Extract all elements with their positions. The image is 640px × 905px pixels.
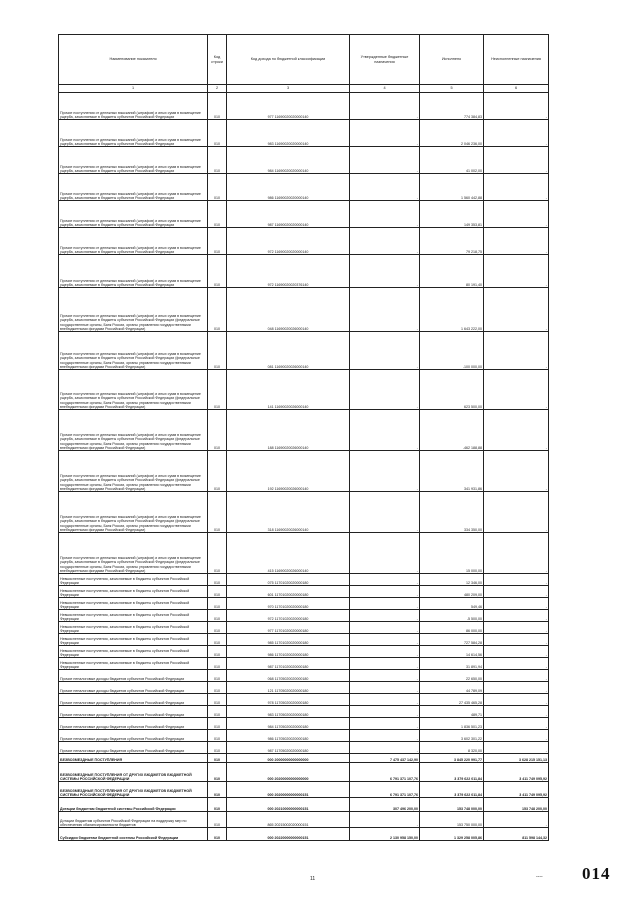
table-row xyxy=(59,93,549,120)
unexecuted-amount-cell: - xyxy=(484,332,549,370)
approved-amount-cell: 2 130 958 150,00 xyxy=(350,828,420,841)
table-row xyxy=(59,634,549,646)
row-code-cell: 010 xyxy=(208,763,227,782)
executed-amount-cell: 12 346,00 xyxy=(420,574,484,586)
budget-report-table xyxy=(58,34,549,841)
table-row xyxy=(59,533,549,574)
indicator-name-cell: Прочие поступления от денежных взысканий (штрафов) и иных сумм в возмещение ущерба, зачисляемые в бюджеты субъектов Российской Федерации (федеральные государственные органы, Банк России, органы управления государственными внебюджетными фондами Российской Федерации) xyxy=(59,332,208,370)
income-code-cell: 068 11705020020000180 xyxy=(227,670,350,682)
executed-amount-cell: 86 000,00 xyxy=(420,622,484,634)
approved-amount-cell: - xyxy=(350,288,420,332)
row-code-cell: 010 xyxy=(208,828,227,841)
unexecuted-amount-cell: 153 748 200,00 xyxy=(484,798,549,812)
page-number: 11 xyxy=(310,876,316,882)
unexecuted-amount-cell: - xyxy=(484,574,549,586)
approved-amount-cell: - xyxy=(350,730,420,742)
table-row xyxy=(59,742,549,754)
row-code-cell: 010 xyxy=(208,451,227,492)
executed-amount-cell: 153 750 000,00 xyxy=(420,812,484,828)
income-code-cell: 141 11690020026000140 xyxy=(227,370,350,410)
indicator-name-cell: Прочие поступления от денежных взысканий (штрафов) и иных сумм в возмещение ущерба, зачисляемые в бюджеты субъектов Российской Федерации xyxy=(59,201,208,228)
unexecuted-amount-cell: - xyxy=(484,174,549,201)
indicator-name-cell: Субсидии бюджетам бюджетной системы Российской Федерации xyxy=(59,828,208,841)
indicator-name-cell: Дотации бюджетам субъектов Российской Федерации на поддержку мер по обеспечению сбалансированности бюджетов xyxy=(59,812,208,828)
executed-amount-cell: 80 191,40 xyxy=(420,255,484,288)
approved-amount-cell: - xyxy=(350,120,420,147)
column-number: 4 xyxy=(350,85,420,93)
executed-amount-cell: 31 891,94 xyxy=(420,658,484,670)
indicator-name-cell: Прочие неналоговые доходы бюджетов субъектов Российской Федерации xyxy=(59,742,208,754)
approved-amount-cell: 6 791 371 107,76 xyxy=(350,782,420,798)
indicator-name-cell: Прочие поступления от денежных взысканий (штрафов) и иных сумм в возмещение ущерба, зачисляемые в бюджеты субъектов Российской Федерации xyxy=(59,255,208,288)
executed-amount-cell: 3 602 301,22 xyxy=(420,730,484,742)
row-code-cell: 010 xyxy=(208,812,227,828)
income-code-cell: 977 11690020020000140 xyxy=(227,93,350,120)
table-row xyxy=(59,174,549,201)
indicator-name-cell: Дотации бюджетам бюджетной системы Российской Федерации xyxy=(59,798,208,812)
income-code-cell: 188 11690020026000140 xyxy=(227,410,350,451)
income-code-cell: 977 11701020020000180 xyxy=(227,622,350,634)
table-row xyxy=(59,288,549,332)
income-code-cell: 000 20200000000000151 xyxy=(227,782,350,798)
table-row xyxy=(59,410,549,451)
table-row xyxy=(59,574,549,586)
unexecuted-amount-cell: - xyxy=(484,201,549,228)
executed-amount-cell: 27 435 465,28 xyxy=(420,694,484,706)
indicator-name-cell: Невыясненные поступления, зачисляемые в бюджеты субъектов Российской Федерации xyxy=(59,610,208,622)
approved-amount-cell: 307 496 200,00 xyxy=(350,798,420,812)
indicator-name-cell: Прочие поступления от денежных взысканий (штрафов) и иных сумм в возмещение ущерба, зачисляемые в бюджеты субъектов Российской Федерации (федеральные государственные органы, Банк России, органы управления государственными внебюджетными фондами Российской Федерации) xyxy=(59,451,208,492)
unexecuted-amount-cell: - xyxy=(484,682,549,694)
unexecuted-amount-cell: - xyxy=(484,646,549,658)
income-code-cell: 601 11701020020000180 xyxy=(227,586,350,598)
unexecuted-amount-cell: - xyxy=(484,706,549,718)
unexecuted-amount-cell: - xyxy=(484,730,549,742)
executed-amount-cell: 79 218,75 xyxy=(420,228,484,255)
executed-amount-cell: 3 845 220 991,77 xyxy=(420,754,484,763)
approved-amount-cell: - xyxy=(350,598,420,610)
table-row xyxy=(59,622,549,634)
income-code-cell: 081 11690020026000140 xyxy=(227,332,350,370)
row-code-cell: 010 xyxy=(208,174,227,201)
executed-amount-cell: 41 002,00 xyxy=(420,147,484,174)
approved-amount-cell: - xyxy=(350,533,420,574)
income-code-cell: 983 11705020020000180 xyxy=(227,706,350,718)
row-code-cell: 010 xyxy=(208,574,227,586)
approved-amount-cell: - xyxy=(350,610,420,622)
income-code-cell: 987 11701020020000180 xyxy=(227,658,350,670)
table-row xyxy=(59,763,549,782)
indicator-name-cell: Прочие поступления от денежных взысканий (штрафов) и иных сумм в возмещение ущерба, зачисляемые в бюджеты субъектов Российской Федерации (федеральные государственные органы, Банк России, органы управления государственными внебюджетными фондами Российской Федерации) xyxy=(59,410,208,451)
table-row xyxy=(59,451,549,492)
executed-amount-cell: 1 329 258 005,86 xyxy=(420,828,484,841)
header-unexecuted: Неисполненные назначения xyxy=(484,35,549,85)
indicator-name-cell: Прочие поступления от денежных взысканий (штрафов) и иных сумм в возмещение ущерба, зачисляемые в бюджеты субъектов Российской Федерации xyxy=(59,147,208,174)
indicator-name-cell: Невыясненные поступления, зачисляемые в бюджеты субъектов Российской Федерации xyxy=(59,598,208,610)
footer-dash: ---- xyxy=(536,874,543,880)
income-code-cell: 000 20210000000000151 xyxy=(227,798,350,812)
indicator-name-cell: Прочие неналоговые доходы бюджетов субъектов Российской Федерации xyxy=(59,694,208,706)
row-code-cell: 010 xyxy=(208,228,227,255)
table-row xyxy=(59,730,549,742)
row-code-cell: 010 xyxy=(208,201,227,228)
row-code-cell: 010 xyxy=(208,255,227,288)
table-row xyxy=(59,812,549,828)
executed-amount-cell: 727 584,28 xyxy=(420,634,484,646)
income-code-cell: 075 11701020020000180 xyxy=(227,574,350,586)
executed-amount-cell: 153 748 000,00 xyxy=(420,798,484,812)
table-row xyxy=(59,682,549,694)
approved-amount-cell: - xyxy=(350,201,420,228)
approved-amount-cell: - xyxy=(350,586,420,598)
unexecuted-amount-cell: - xyxy=(484,622,549,634)
row-code-cell: 010 xyxy=(208,694,227,706)
indicator-name-cell: Прочие поступления от денежных взысканий (штрафов) и иных сумм в возмещение ущерба, зачисляемые в бюджеты субъектов Российской Федерации (федеральные государственные органы, Банк России, органы управления государственными внебюджетными фондами Российской Федерации) xyxy=(59,533,208,574)
row-code-cell: 010 xyxy=(208,288,227,332)
approved-amount-cell: - xyxy=(350,574,420,586)
table-row xyxy=(59,492,549,533)
indicator-name-cell: Прочие поступления от денежных взысканий (штрафов) и иных сумм в возмещение ущерба, зачисляемые в бюджеты субъектов Российской Федерации xyxy=(59,174,208,201)
table-row xyxy=(59,120,549,147)
indicator-name-cell: Невыясненные поступления, зачисляемые в бюджеты субъектов Российской Федерации xyxy=(59,646,208,658)
row-code-cell: 010 xyxy=(208,610,227,622)
indicator-name-cell: БЕЗВОЗМЕЗДНЫЕ ПОСТУПЛЕНИЯ xyxy=(59,754,208,763)
approved-amount-cell: - xyxy=(350,410,420,451)
executed-amount-cell: 489,71 xyxy=(420,706,484,718)
unexecuted-amount-cell: - xyxy=(484,533,549,574)
unexecuted-amount-cell: - xyxy=(484,610,549,622)
executed-amount-cell: 3 379 622 011,84 xyxy=(420,782,484,798)
header-income-code: Код дохода по бюджетной классификации xyxy=(227,35,350,85)
executed-amount-cell: 334 350,00 xyxy=(420,492,484,533)
income-code-cell: 978 11705020020000180 xyxy=(227,694,350,706)
income-code-cell: 986 11701020020000180 xyxy=(227,646,350,658)
sheet-stamp-number: 014 xyxy=(582,864,611,883)
row-code-cell: 010 xyxy=(208,598,227,610)
unexecuted-amount-cell: 3 628 215 151,13 xyxy=(484,754,549,763)
approved-amount-cell: 7 475 437 142,90 xyxy=(350,754,420,763)
approved-amount-cell: - xyxy=(350,682,420,694)
executed-amount-cell: 22 650,00 xyxy=(420,670,484,682)
row-code-cell: 010 xyxy=(208,670,227,682)
approved-amount-cell: - xyxy=(350,670,420,682)
approved-amount-cell: - xyxy=(350,634,420,646)
indicator-name-cell: Невыясненные поступления, зачисляемые в бюджеты субъектов Российской Федерации xyxy=(59,574,208,586)
header-indicator-name: Наименование показателя xyxy=(59,35,208,85)
unexecuted-amount-cell: - xyxy=(484,120,549,147)
table-row xyxy=(59,646,549,658)
table-row xyxy=(59,610,549,622)
unexecuted-amount-cell: - xyxy=(484,718,549,730)
executed-amount-cell: 1 836 501,23 xyxy=(420,718,484,730)
executed-amount-cell: 623 500,00 xyxy=(420,370,484,410)
row-code-cell: 010 xyxy=(208,798,227,812)
row-code-cell: 010 xyxy=(208,586,227,598)
income-code-cell: 000 20200000000000000 xyxy=(227,763,350,782)
approved-amount-cell: - xyxy=(350,706,420,718)
unexecuted-amount-cell: - xyxy=(484,658,549,670)
indicator-name-cell: Прочие неналоговые доходы бюджетов субъектов Российской Федерации xyxy=(59,718,208,730)
income-code-cell: 318 11690020026000140 xyxy=(227,492,350,533)
executed-amount-cell: 1 643 222,00 xyxy=(420,288,484,332)
executed-amount-cell: 8 320,00 xyxy=(420,742,484,754)
executed-amount-cell: 480 209,00 xyxy=(420,586,484,598)
income-code-cell: 986 11705020020000180 xyxy=(227,730,350,742)
table-row xyxy=(59,586,549,598)
approved-amount-cell: - xyxy=(350,718,420,730)
income-code-cell: 987 11690020020000140 xyxy=(227,201,350,228)
executed-amount-cell: 774 384,83 xyxy=(420,93,484,120)
table-row xyxy=(59,828,549,841)
row-code-cell: 010 xyxy=(208,634,227,646)
row-code-cell: 010 xyxy=(208,533,227,574)
indicator-name-cell: Прочие поступления от денежных взысканий (штрафов) и иных сумм в возмещение ущерба, зачисляемые в бюджеты субъектов Российской Федерации (федеральные государственные органы, Банк России, органы управления государственными внебюджетными фондами Российской Федерации) xyxy=(59,288,208,332)
indicator-name-cell: Прочие неналоговые доходы бюджетов субъектов Российской Федерации xyxy=(59,730,208,742)
approved-amount-cell: - xyxy=(350,93,420,120)
table-row xyxy=(59,598,549,610)
row-code-cell: 010 xyxy=(208,782,227,798)
row-code-cell: 010 xyxy=(208,718,227,730)
approved-amount-cell: - xyxy=(350,658,420,670)
row-code-cell: 010 xyxy=(208,93,227,120)
row-code-cell: 010 xyxy=(208,730,227,742)
header-approved: Утвержденные бюджетные назначения xyxy=(350,35,420,85)
income-code-cell: 984 11705020020000180 xyxy=(227,718,350,730)
executed-amount-cell: 1 560 442,88 xyxy=(420,174,484,201)
row-code-cell: 010 xyxy=(208,754,227,763)
income-code-cell: 000 20220000000000151 xyxy=(227,828,350,841)
unexecuted-amount-cell: - xyxy=(484,670,549,682)
executed-amount-cell: -5 500,00 xyxy=(420,610,484,622)
table-row xyxy=(59,370,549,410)
unexecuted-amount-cell: - xyxy=(484,492,549,533)
approved-amount-cell: - xyxy=(350,370,420,410)
executed-amount-cell: -462 188,88 xyxy=(420,410,484,451)
income-code-cell: 972 11690020020000140 xyxy=(227,228,350,255)
column-number: 3 xyxy=(227,85,350,93)
approved-amount-cell: 6 791 371 107,76 xyxy=(350,763,420,782)
unexecuted-amount-cell: - xyxy=(484,228,549,255)
indicator-name-cell: Прочие неналоговые доходы бюджетов субъектов Российской Федерации xyxy=(59,706,208,718)
approved-amount-cell: - xyxy=(350,174,420,201)
approved-amount-cell: - xyxy=(350,451,420,492)
executed-amount-cell: 3 379 622 011,84 xyxy=(420,763,484,782)
indicator-name-cell: Невыясненные поступления, зачисляемые в бюджеты субъектов Российской Федерации xyxy=(59,634,208,646)
approved-amount-cell: - xyxy=(350,812,420,828)
executed-amount-cell: -100 000,00 xyxy=(420,332,484,370)
table-row xyxy=(59,798,549,812)
indicator-name-cell: Прочие поступления от денежных взысканий (штрафов) и иных сумм в возмещение ущерба, зачисляемые в бюджеты субъектов Российской Федерации xyxy=(59,93,208,120)
approved-amount-cell: - xyxy=(350,147,420,174)
column-number-row xyxy=(59,85,549,93)
row-code-cell: 010 xyxy=(208,682,227,694)
approved-amount-cell: - xyxy=(350,492,420,533)
approved-amount-cell: - xyxy=(350,332,420,370)
indicator-name-cell: Прочие неналоговые доходы бюджетов субъектов Российской Федерации xyxy=(59,682,208,694)
indicator-name-cell: Прочие поступления от денежных взысканий (штрафов) и иных сумм в возмещение ущерба, зачисляемые в бюджеты субъектов Российской Федерации xyxy=(59,120,208,147)
column-number: 1 xyxy=(59,85,208,93)
executed-amount-cell: 14 614,56 xyxy=(420,646,484,658)
income-code-cell: 972 11690020020376140 xyxy=(227,255,350,288)
unexecuted-amount-cell: - xyxy=(484,370,549,410)
income-code-cell: 865 20215002020000151 xyxy=(227,812,350,828)
unexecuted-amount-cell: 811 598 144,32 xyxy=(484,828,549,841)
income-code-cell: 984 11690020020000140 xyxy=(227,147,350,174)
column-number: 6 xyxy=(484,85,549,93)
unexecuted-amount-cell: 3 411 749 095,92 xyxy=(484,763,549,782)
header-row-code: Код строки xyxy=(208,35,227,85)
unexecuted-amount-cell: - xyxy=(484,694,549,706)
income-code-cell: 972 11701020020000180 xyxy=(227,610,350,622)
income-code-cell: 415 11690020026000140 xyxy=(227,533,350,574)
table-row xyxy=(59,718,549,730)
indicator-name-cell: БЕЗВОЗМЕЗДНЫЕ ПОСТУПЛЕНИЯ ОТ ДРУГИХ БЮДЖЕТОВ БЮДЖЕТНОЙ СИСТЕМЫ РОССИЙСКОЙ ФЕДЕРАЦИИ xyxy=(59,782,208,798)
unexecuted-amount-cell: - xyxy=(484,598,549,610)
income-code-cell: 000 20000000000000000 xyxy=(227,754,350,763)
row-code-cell: 010 xyxy=(208,742,227,754)
row-code-cell: 010 xyxy=(208,492,227,533)
indicator-name-cell: Прочие неналоговые доходы бюджетов субъектов Российской Федерации xyxy=(59,670,208,682)
unexecuted-amount-cell: - xyxy=(484,742,549,754)
indicator-name-cell: Невыясненные поступления, зачисляемые в бюджеты субъектов Российской Федерации xyxy=(59,622,208,634)
unexecuted-amount-cell: - xyxy=(484,586,549,598)
unexecuted-amount-cell: - xyxy=(484,451,549,492)
executed-amount-cell: 2 046 236,00 xyxy=(420,120,484,147)
approved-amount-cell: - xyxy=(350,255,420,288)
table-row xyxy=(59,201,549,228)
column-number: 5 xyxy=(420,85,484,93)
executed-amount-cell: 549,46 xyxy=(420,598,484,610)
table-header-row xyxy=(59,35,549,85)
unexecuted-amount-cell: - xyxy=(484,410,549,451)
header-executed: Исполнено xyxy=(420,35,484,85)
executed-amount-cell: 341 931,86 xyxy=(420,451,484,492)
income-code-cell: 985 11701020020000180 xyxy=(227,634,350,646)
unexecuted-amount-cell: - xyxy=(484,255,549,288)
row-code-cell: 010 xyxy=(208,622,227,634)
unexecuted-amount-cell: - xyxy=(484,634,549,646)
row-code-cell: 010 xyxy=(208,370,227,410)
column-number: 2 xyxy=(208,85,227,93)
unexecuted-amount-cell: 3 411 749 095,92 xyxy=(484,782,549,798)
table-row xyxy=(59,706,549,718)
report-sheet xyxy=(58,34,548,841)
unexecuted-amount-cell: - xyxy=(484,812,549,828)
executed-amount-cell: 15 000,00 xyxy=(420,533,484,574)
table-row xyxy=(59,782,549,798)
row-code-cell: 010 xyxy=(208,658,227,670)
row-code-cell: 010 xyxy=(208,332,227,370)
indicator-name-cell: Прочие поступления от денежных взысканий (штрафов) и иных сумм в возмещение ущерба, зачисляемые в бюджеты субъектов Российской Федерации (федеральные государственные органы, Банк России, органы управления государственными внебюджетными фондами Российской Федерации) xyxy=(59,370,208,410)
executed-amount-cell: 44 789,09 xyxy=(420,682,484,694)
executed-amount-cell: 149 353,81 xyxy=(420,201,484,228)
table-row xyxy=(59,332,549,370)
indicator-name-cell: БЕЗВОЗМЕЗДНЫЕ ПОСТУПЛЕНИЯ ОТ ДРУГИХ БЮДЖЕТОВ БЮДЖЕТНОЙ СИСТЕМЫ РОССИЙСКОЙ ФЕДЕРАЦИИ xyxy=(59,763,208,782)
indicator-name-cell: Невыясненные поступления, зачисляемые в бюджеты субъектов Российской Федерации xyxy=(59,658,208,670)
income-code-cell: 192 11690020026000140 xyxy=(227,451,350,492)
indicator-name-cell: Прочие поступления от денежных взысканий (штрафов) и иных сумм в возмещение ущерба, зачисляемые в бюджеты субъектов Российской Федерации xyxy=(59,228,208,255)
table-row xyxy=(59,694,549,706)
row-code-cell: 010 xyxy=(208,120,227,147)
income-code-cell: 987 11705020020000180 xyxy=(227,742,350,754)
unexecuted-amount-cell: - xyxy=(484,288,549,332)
table-row xyxy=(59,670,549,682)
approved-amount-cell: - xyxy=(350,622,420,634)
row-code-cell: 010 xyxy=(208,706,227,718)
indicator-name-cell: Прочие поступления от денежных взысканий (штрафов) и иных сумм в возмещение ущерба, зачисляемые в бюджеты субъектов Российской Федерации (федеральные государственные органы, Банк России, органы управления государственными внебюджетными фондами Российской Федерации) xyxy=(59,492,208,533)
table-row xyxy=(59,754,549,763)
table-row xyxy=(59,658,549,670)
income-code-cell: 121 11705020020000180 xyxy=(227,682,350,694)
indicator-name-cell: Невыясненные поступления, зачисляемые в бюджеты субъектов Российской Федерации xyxy=(59,586,208,598)
table-body xyxy=(59,93,549,841)
approved-amount-cell: - xyxy=(350,694,420,706)
table-row xyxy=(59,228,549,255)
unexecuted-amount-cell: - xyxy=(484,147,549,174)
table-row xyxy=(59,147,549,174)
approved-amount-cell: - xyxy=(350,646,420,658)
unexecuted-amount-cell: - xyxy=(484,93,549,120)
income-code-cell: 983 11690020020000140 xyxy=(227,120,350,147)
table-row xyxy=(59,255,549,288)
row-code-cell: 010 xyxy=(208,646,227,658)
income-code-cell: 986 11690020020000140 xyxy=(227,174,350,201)
income-code-cell: 970 11701020020000180 xyxy=(227,598,350,610)
row-code-cell: 010 xyxy=(208,410,227,451)
income-code-cell: 048 11690020026000140 xyxy=(227,288,350,332)
approved-amount-cell: - xyxy=(350,228,420,255)
row-code-cell: 010 xyxy=(208,147,227,174)
approved-amount-cell: - xyxy=(350,742,420,754)
